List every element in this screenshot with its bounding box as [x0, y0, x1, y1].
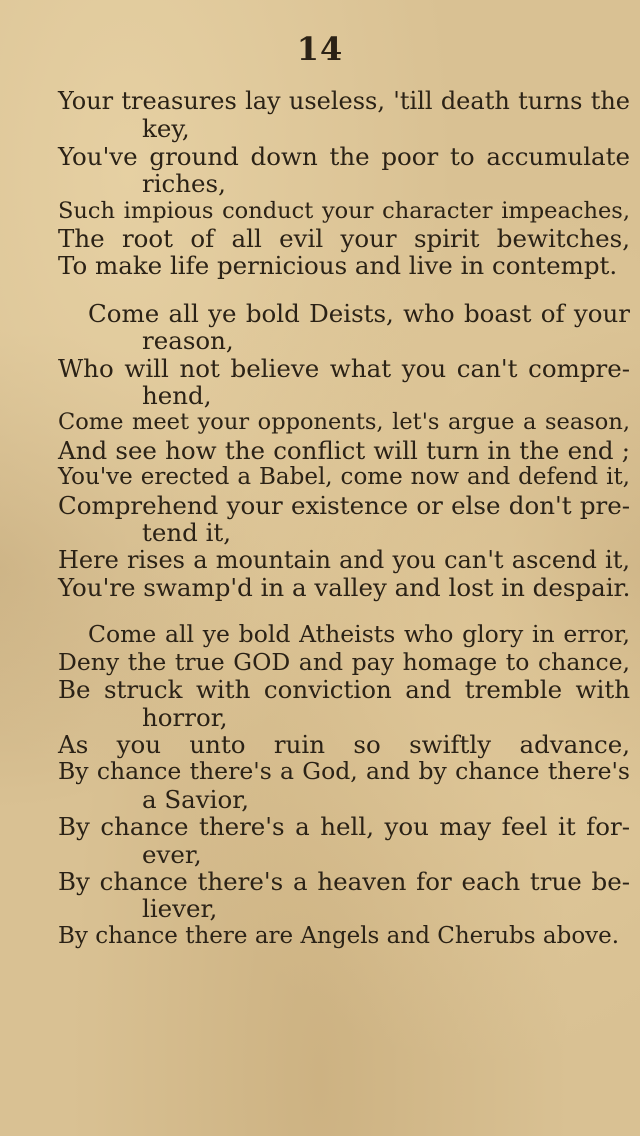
poem-line: You've erected a Babel, come now and defend it,	[58, 464, 630, 491]
poem-line: Who will not believe what you can't compre-	[58, 353, 630, 383]
poem-line-continuation: a Savior,	[142, 784, 250, 814]
stanza	[58, 88, 630, 280]
poem-line: And see how the conflict will turn in the end ;	[58, 435, 630, 465]
poem-line: You're swamp'd in a valley and lost in despair.	[58, 572, 631, 602]
poem-line: Such impious conduct your character impeaches,	[58, 197, 630, 224]
poem-line: Your treasures lay useless, 'till death turns the	[58, 87, 630, 115]
poem-line: Deny the true GOD and pay homage to chance,	[58, 647, 630, 676]
poem-line-continuation: tend it,	[142, 518, 232, 548]
poem-line: Here rises a mountain and you can't ascend it,	[58, 545, 630, 574]
poem-line: You've ground down the poor to accumulate	[58, 141, 630, 171]
poem-line: The root of all evil your spirit bewitches,	[58, 224, 630, 254]
poem-line-continuation: horror,	[142, 702, 228, 732]
stanza	[58, 621, 630, 950]
poem-line: To make life pernicious and live in contempt.	[58, 251, 618, 281]
poem-line: As you unto ruin so swiftly advance,	[58, 729, 630, 759]
poem-line: By chance there's a God, and by chance there's	[58, 757, 630, 786]
poem	[58, 88, 630, 970]
poem-line: By chance there's a heaven for each true be-	[58, 866, 630, 896]
poem-line-continuation: riches,	[142, 169, 226, 199]
page-number: 14	[296, 30, 344, 68]
poem-line: By chance there are Angels and Cherubs above.	[58, 922, 620, 949]
poem-line-continuation: reason,	[142, 326, 234, 356]
poem-line: By chance there's a hell, you may feel it for-	[58, 812, 630, 842]
poem-line-continuation: hend,	[142, 381, 212, 411]
poem-line-continuation: key,	[142, 114, 190, 144]
stanza	[58, 300, 630, 601]
poem-line: Come meet your opponents, let's argue a season,	[58, 409, 630, 436]
poem-line-continuation: liever,	[142, 894, 218, 924]
poem-line: Come all ye bold Atheists who glory in error,	[88, 620, 630, 649]
poem-line: Comprehend your existence or else don't pre-	[58, 490, 630, 520]
poem-line-continuation: ever,	[142, 839, 202, 869]
poem-line: Be struck with conviction and tremble with	[58, 675, 630, 705]
poem-line: Come all ye bold Deists, who boast of your	[88, 298, 630, 328]
